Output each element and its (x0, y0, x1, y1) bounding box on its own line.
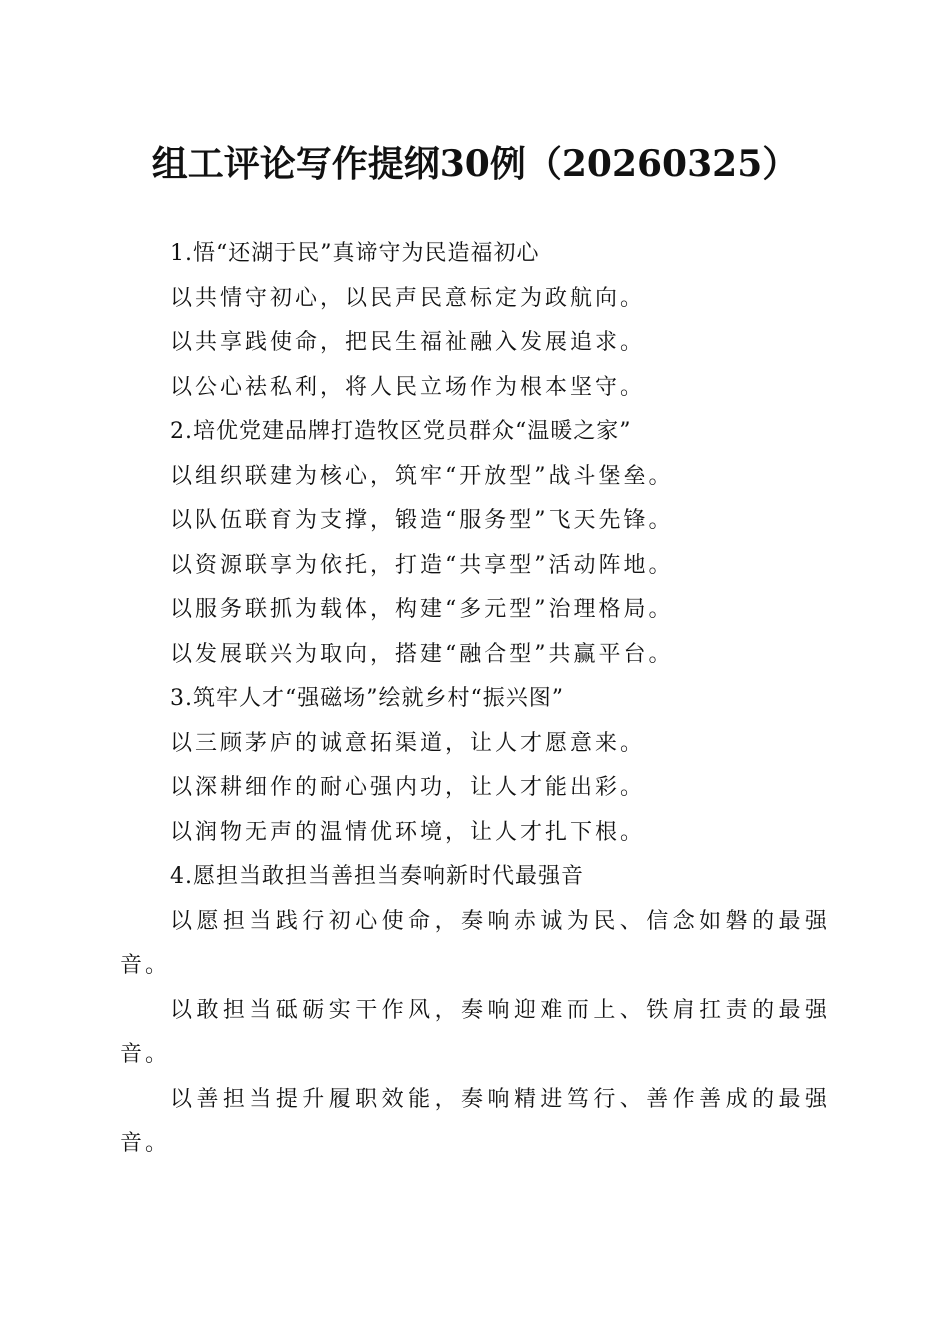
section-line: 以润物无声的温情优环境，让人才扎下根。 (170, 819, 646, 845)
section-line: 以资源联享为依托，打造“共享型”活动阵地。 (170, 552, 674, 578)
section-heading: 3.筑牢人才“强磁场”绘就乡村“振兴图” (170, 686, 564, 711)
document-title: 组工评论写作提纲30例（20260325） (151, 143, 799, 185)
section-heading: 4.愿担当敢担当善担当奏响新时代最强音 (170, 864, 584, 889)
section-line: 以敢担当砥砺实干作风，奏响迎难而上、铁肩扛责的最强音。 (120, 997, 830, 1067)
section-line: 以愿担当践行初心使命，奏响赤诚为民、信念如磐的最强音。 (120, 908, 830, 978)
document-body (120, 232, 830, 1167)
section-heading: 1.悟“还湖于民”真谛守为民造福初心 (170, 241, 540, 266)
section-line: 以公心祛私利，将人民立场作为根本坚守。 (170, 374, 646, 400)
section-line: 以共情守初心，以民声民意标定为政航向。 (170, 285, 646, 311)
section-line: 以三顾茅庐的诚意拓渠道，让人才愿意来。 (170, 730, 646, 756)
section-line: 以服务联抓为载体，构建“多元型”治理格局。 (170, 597, 674, 622)
section-heading: 2.培优党建品牌打造牧区党员群众“温暖之家” (170, 419, 632, 444)
section-line: 以深耕细作的耐心强内功，让人才能出彩。 (170, 775, 646, 800)
section-line: 以共享践使命，把民生福祉融入发展追求。 (170, 330, 646, 355)
section-line: 以善担当提升履职效能，奏响精进笃行、善作善成的最强音。 (120, 1086, 830, 1156)
section-line: 以发展联兴为取向，搭建“融合型”共赢平台。 (170, 641, 674, 667)
section-line: 以组织联建为核心，筑牢“开放型”战斗堡垒。 (170, 463, 674, 489)
section-line: 以队伍联育为支撑，锻造“服务型”飞天先锋。 (170, 508, 674, 533)
